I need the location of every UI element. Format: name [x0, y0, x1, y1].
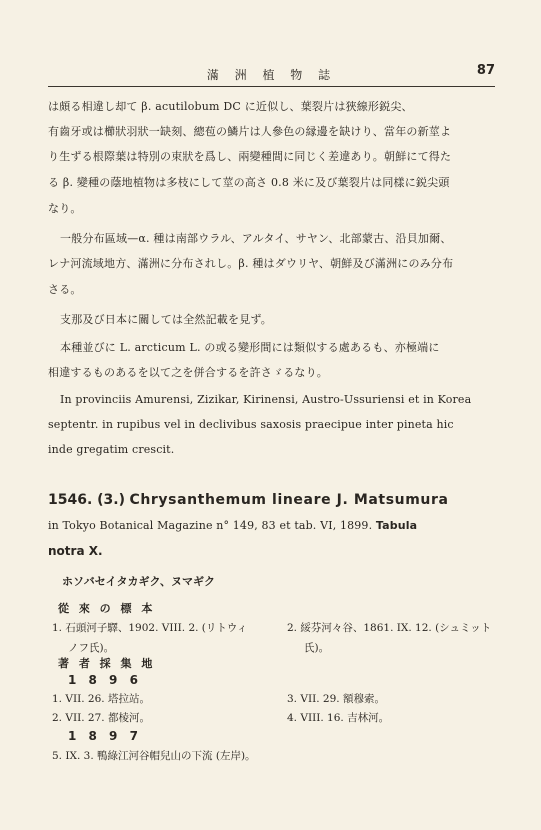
collection-item: 5. IX. 3. 鴨綠江河谷帽兒山の下流 (左岸)。 — [52, 750, 256, 762]
specimen-item: 2. 綏芬河々谷、1861. IX. 12. (シュミット — [287, 622, 492, 634]
paragraph-line: 本種並びに L. arcticum L. の或る變形間には類似する處あるも、亦極端に — [60, 341, 440, 354]
header-title: 滿 洲 植 物 誌 — [206, 68, 337, 82]
collection-item: 1. VII. 26. 塔拉站。 — [52, 693, 150, 705]
latin-line: In provinciis Amurensi, Zizikar, Kirinensi, Austro-Ussuriensi et in Korea — [60, 393, 472, 406]
paragraph-line: は頗る相違し却て β. acutilobum DC に近似し、葉裂片は狹線形鋭尖、 — [48, 100, 413, 113]
paragraph-line: レナ河流域地方、滿洲に分布されし。β. 種はダウリヤ、朝鮮及び滿洲にのみ分布 — [48, 257, 454, 270]
paragraph-line: なり。 — [48, 202, 82, 215]
paragraph-line: 有齒牙或は櫛狀羽狀一缺刻、總苞の鱗片は人參色の縁邊を缺けり、當年の新莖よ — [48, 125, 452, 138]
running-header — [48, 63, 495, 85]
header-rule — [48, 86, 495, 87]
specimen-item: 1. 石頭河子驛、1902. VIII. 2. (リトウィ — [52, 622, 248, 634]
reference-tabula: Tabula — [375, 519, 418, 532]
collection-title: 著 者 採 集 地 — [58, 657, 156, 670]
year-heading: 1 8 9 6 — [68, 673, 142, 687]
latin-line: inde gregatim crescit. — [48, 443, 175, 456]
collection-item: 2. VII. 27. 都棱河。 — [52, 712, 150, 724]
latin-line: septentr. in rupibus vel in declivibus saxosis praecipue inter pineta hic — [48, 418, 454, 431]
collection-item: 3. VII. 29. 額穆索。 — [287, 693, 385, 705]
paragraph-line: さる。 — [48, 283, 82, 296]
japanese-names: ホソバセイタカギク、ヌマギク — [62, 575, 216, 588]
year-heading: 1 8 9 7 — [68, 729, 142, 743]
paragraph-line: 相違するものあるを以て之を併合するを許さゞるなり。 — [48, 366, 328, 379]
species-number: 1546. (3.) — [48, 492, 126, 508]
collection-item: 4. VIII. 16. 吉林河。 — [287, 712, 390, 724]
paragraph-line: る β. 變種の蔭地植物は多枝にして莖の高さ 0.8 米に及び葉裂片は同樣に鋭尖頭 — [48, 176, 450, 189]
paragraph-line: り生ずる根際葉は特別の束狀を爲し、兩變種間に同じく差違あり。朝鮮にて得た — [48, 150, 452, 163]
paragraph-line: 一般分布區域—α. 種は南部ウラル、アルタイ、サヤン、北部蒙古、沿貝加爾、 — [60, 232, 452, 245]
species-name: Chrysanthemum lineare J. Matsumura — [129, 492, 449, 508]
page-number: 87 — [476, 63, 495, 78]
specimen-item-cont: ノフ氏)。 — [68, 642, 115, 654]
specimen-item-cont: 氏)。 — [304, 642, 330, 654]
species-heading — [48, 492, 449, 508]
reference-line — [48, 519, 498, 533]
previous-specimens-title: 從 來 の 標 本 — [58, 602, 156, 615]
reference-plate: notra X. — [48, 544, 103, 558]
reference-text: in Tokyo Botanical Magazine n° 149, 83 et tab. VI, 1899. — [48, 519, 373, 532]
paragraph-line: 支那及び日本に關しては全然記載を見ず。 — [60, 313, 272, 326]
